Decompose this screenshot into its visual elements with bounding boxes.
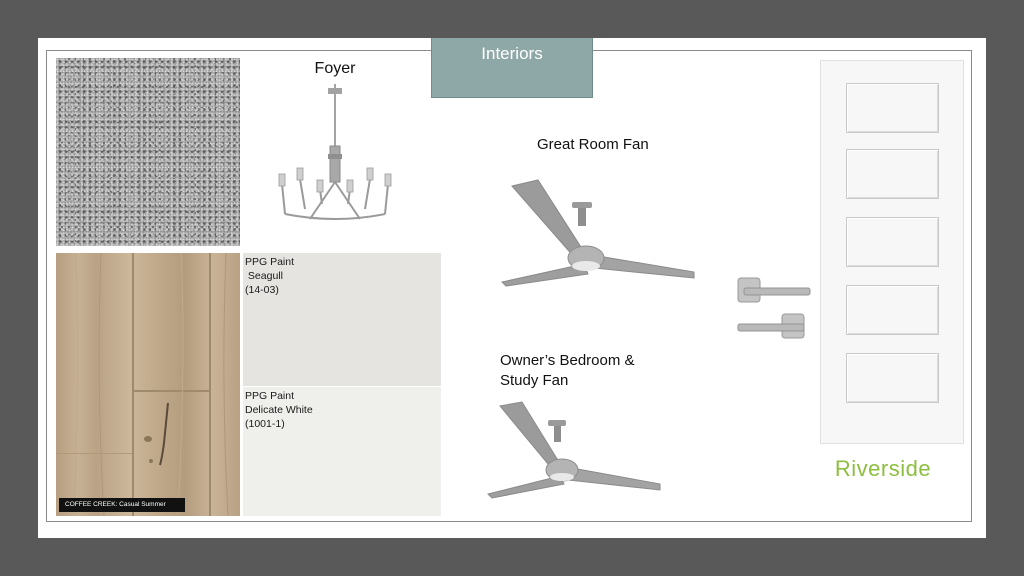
paint2-brand: PPG Paint [245, 390, 295, 402]
page-title: Interiors [481, 44, 543, 63]
paint1-name: Seagull [245, 270, 283, 282]
ceiling-fan-icon [498, 178, 698, 298]
paint1-code: (14-03) [245, 284, 279, 296]
paint2-code: (1001-1) [245, 418, 285, 430]
paint2-name: Delicate White [245, 404, 313, 416]
chandelier-icon [270, 84, 400, 234]
owners-fan-title-line2: Study Fan [500, 372, 569, 389]
door-lever-icon [736, 276, 812, 346]
carpet-swatch [56, 58, 240, 246]
door-icon [820, 60, 964, 444]
owners-fan-title-line1: Owner’s Bedroom & [500, 352, 635, 369]
wood-grain-icon [56, 253, 240, 516]
paint-swatch-seagull [243, 253, 441, 386]
design-board [38, 38, 986, 538]
interiors-tab [431, 38, 593, 98]
paint-swatch-delicate-white [243, 387, 441, 516]
owners-fan-title [500, 351, 635, 391]
paint1-brand: PPG Paint [245, 256, 295, 268]
flooring-label: COFFEE CREEK: Casual Summer [59, 498, 185, 512]
brand-logo: Riverside [834, 456, 932, 481]
foyer-title: Foyer [314, 60, 356, 77]
ceiling-fan-icon [486, 400, 666, 510]
wood-floor-swatch [56, 253, 240, 516]
great-room-fan-title: Great Room Fan [537, 136, 649, 153]
